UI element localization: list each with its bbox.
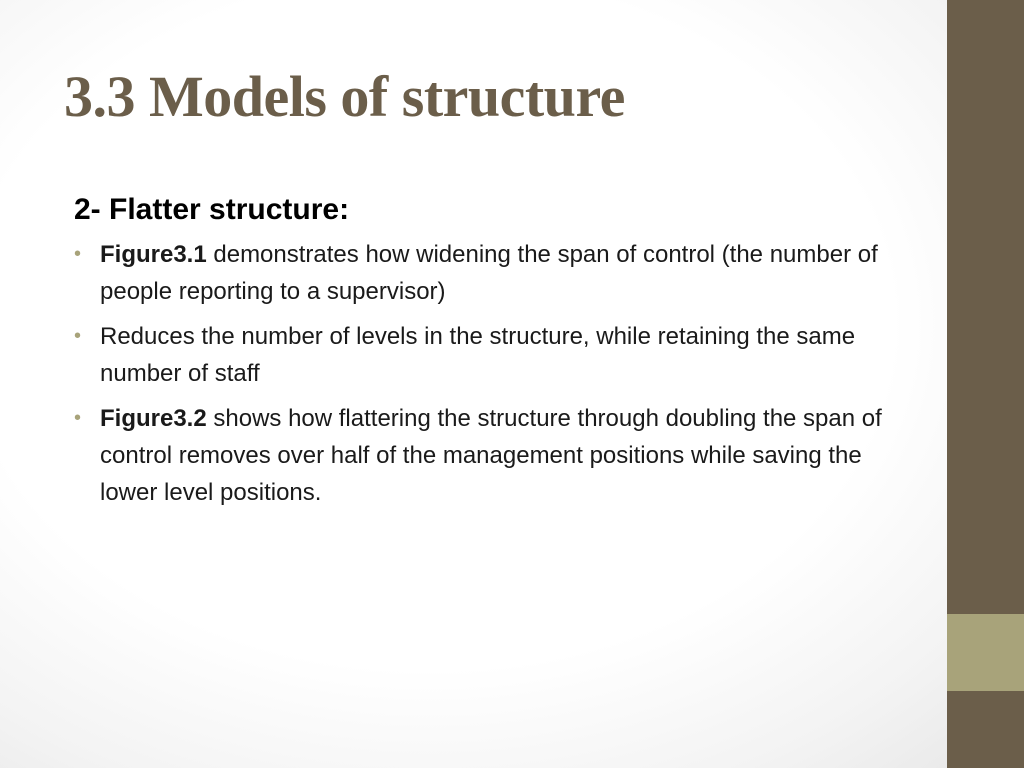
bullet-list xyxy=(74,236,914,511)
bullet-icon: • xyxy=(74,325,82,347)
bullet-item xyxy=(74,318,914,392)
bullet-icon: • xyxy=(74,243,82,265)
slide-content xyxy=(74,190,914,519)
bullet-bold-lead: Figure3.2 xyxy=(100,405,207,432)
slide-title: 3.3 Models of structure xyxy=(64,64,625,129)
bullet-text: shows how flattering the structure through doubling the span of control removes over half of the management positions while saving the lower level positions. xyxy=(100,405,882,506)
bullet-text: Reduces the number of levels in the structure, while retaining the same number of staff xyxy=(100,323,856,387)
side-decoration-accent xyxy=(947,614,1024,691)
bullet-bold-lead: Figure3.1 xyxy=(100,241,207,268)
bullet-item xyxy=(74,400,914,511)
bullet-item xyxy=(74,236,914,310)
section-subheading: 2- Flatter structure: xyxy=(74,193,350,226)
bullet-text: demonstrates how widening the span of control (the number of people reporting to a supervisor) xyxy=(100,241,878,305)
bullet-icon: • xyxy=(74,407,82,429)
